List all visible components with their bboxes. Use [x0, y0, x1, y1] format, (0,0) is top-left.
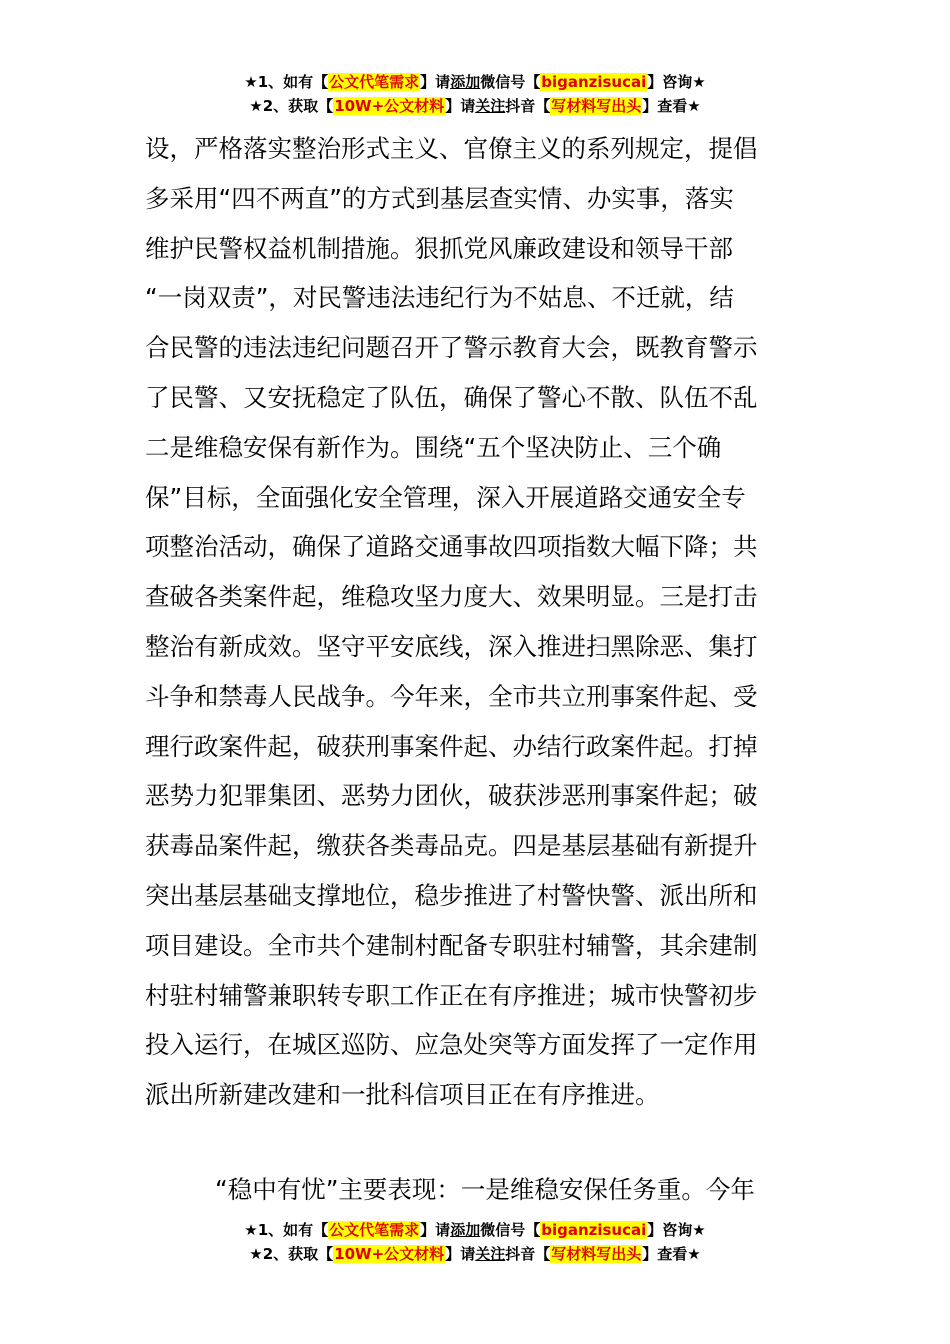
banner-text: ★1、如有【 — [244, 73, 329, 91]
banner-text: ★2、获取【 — [249, 97, 334, 115]
banner-text: ★2、获取【 — [249, 1245, 334, 1263]
body-line: 合民警的违法违纪问题召开了警示教育大会，既教育警示 — [145, 333, 758, 363]
body-paragraph — [145, 124, 810, 1120]
body-line: 设，严格落实整治形式主义、官僚主义的系列规定，提倡 — [145, 134, 758, 163]
banner-text: 】请 — [420, 1221, 451, 1239]
body-line: 多采用“四不两直”的方式到基层查实情、办实事，落实 — [145, 183, 734, 213]
banner-line-2 — [0, 1242, 950, 1266]
banner-highlight: 写材料写出头 — [551, 97, 642, 115]
banner-text: 】咨询★ — [647, 1221, 706, 1239]
body-line: 了民警、又安抚稳定了队伍，确保了警心不散、队伍不乱 — [145, 382, 758, 412]
paragraph-2-opening — [145, 1165, 810, 1215]
body-line: 村驻村辅警兼职转专职工作正在有序推进；城市快警初步 — [145, 980, 758, 1010]
banner-text: ★1、如有【 — [244, 1221, 329, 1239]
banner-underline: 添加 — [450, 1221, 481, 1239]
body-line: 保”目标，全面强化安全管理，深入开展道路交通安全专 — [145, 482, 746, 512]
body-line: “稳中有忧”主要表现：一是维稳安保任务重。今年 — [215, 1175, 755, 1204]
banner-text: 】请 — [445, 97, 476, 115]
banner-underline: 关注 — [475, 97, 506, 115]
body-line: 派出所新建改建和一批科信项目正在有序推进。 — [145, 1080, 660, 1110]
banner-underline: 添加 — [450, 73, 481, 91]
banner-text: 】请 — [445, 1245, 476, 1263]
banner-text: 抖音【 — [505, 97, 551, 115]
body-line: “一岗双责”，对民警违法违纪行为不姑息、不迁就，结 — [145, 283, 734, 313]
banner-highlight: 公文代笔需求 — [329, 73, 420, 91]
banner-text: 微信号【 — [480, 73, 541, 91]
banner-text: 】查看★ — [642, 1245, 701, 1263]
banner-underline: 关注 — [475, 1245, 506, 1263]
body-line: 突出基层基础支撑地位，稳步推进了村警快警、派出所和 — [145, 880, 758, 910]
footer-banner — [0, 1218, 950, 1266]
banner-text: 抖音【 — [505, 1245, 551, 1263]
body-line: 维护民警权益机制措施。狠抓党风廉政建设和领导干部 — [145, 233, 733, 263]
banner-highlight: 写材料写出头 — [551, 1245, 642, 1263]
banner-text: 微信号【 — [480, 1221, 541, 1239]
banner-text: 】请 — [420, 73, 451, 91]
body-line: 斗争和禁毒人民战争。今年来，全市共立刑事案件起、受 — [145, 681, 758, 711]
body-line: 投入运行，在城区巡防、应急处突等方面发挥了一定作用 — [145, 1030, 758, 1060]
banner-text: 】查看★ — [642, 97, 701, 115]
body-line: 获毒品案件起，缴获各类毒品克。四是基层基础有新提升 — [145, 831, 758, 861]
body-line: 查破各类案件起，维稳攻坚力度大、效果明显。三是打击 — [145, 582, 758, 612]
banner-highlight: biganzisucai — [541, 73, 647, 91]
banner-text: 】咨询★ — [647, 73, 706, 91]
body-line: 恶势力犯罪集团、恶势力团伙，破获涉恶刑事案件起；破 — [145, 781, 758, 811]
banner-line-1 — [0, 70, 950, 94]
banner-line-2 — [0, 94, 950, 118]
banner-highlight: biganzisucai — [541, 1221, 647, 1239]
banner-highlight: 10W+公文材料 — [334, 97, 445, 115]
banner-highlight: 10W+公文材料 — [334, 1245, 445, 1263]
body-line: 整治有新成效。坚守平安底线，深入推进扫黑除恶、集打 — [145, 631, 758, 661]
body-line: 项整治活动，确保了道路交通事故四项指数大幅下降；共 — [145, 532, 758, 562]
body-line: 理行政案件起，破获刑事案件起、办结行政案件起。打掉 — [145, 731, 758, 761]
header-banner — [0, 70, 950, 118]
body-line: 项目建设。全市共个建制村配备专职驻村辅警，其余建制 — [145, 930, 758, 960]
banner-line-1 — [0, 1218, 950, 1242]
body-line: 二是维稳安保有新作为。围绕“五个坚决防止、三个确 — [145, 432, 722, 462]
banner-highlight: 公文代笔需求 — [329, 1221, 420, 1239]
